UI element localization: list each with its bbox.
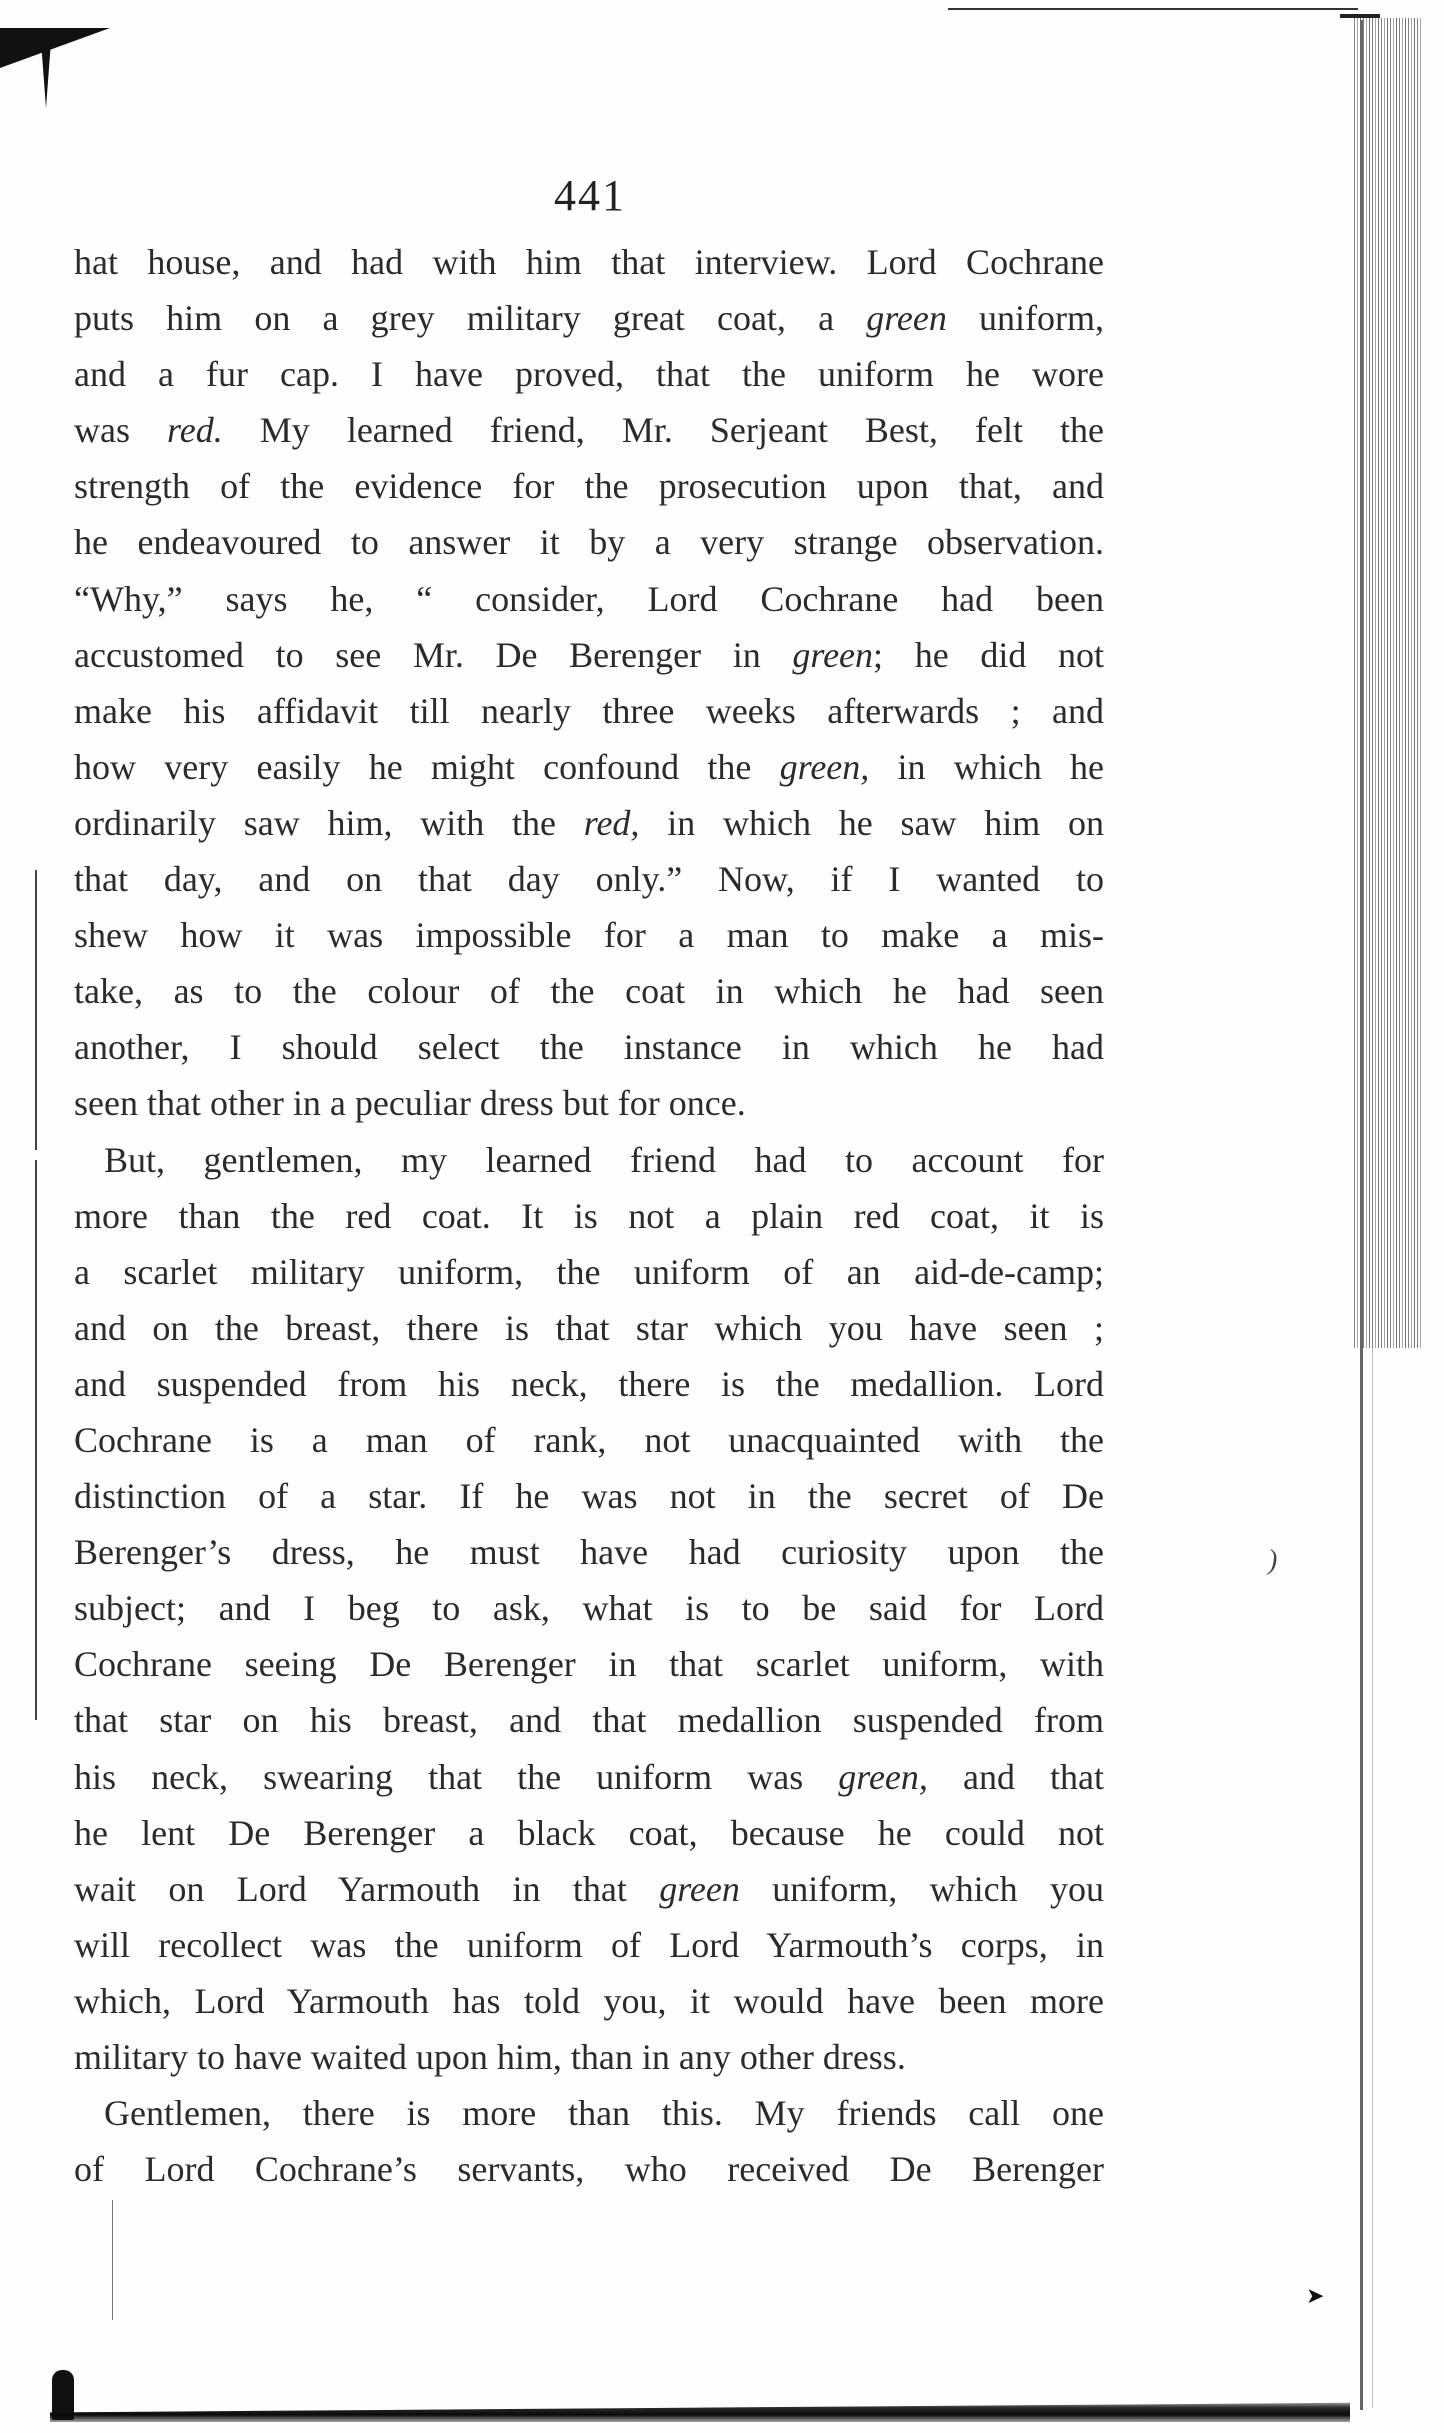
text-span: uniform, (946, 298, 1104, 339)
binding-edge-lower (1356, 1348, 1376, 2408)
text-span: in which he (869, 746, 1104, 787)
body-text (74, 234, 1104, 2197)
text-span: strength of the evidence for the prosecution upon that, and (74, 466, 1104, 507)
text-line (74, 2029, 1104, 2085)
text-line (74, 1524, 1104, 1580)
text-span: subject; and I beg to ask, what is to be said for Lord (74, 1588, 1104, 1629)
text-line (74, 1188, 1104, 1244)
text-span: “Why,” says he, “ consider, Lord Cochrane had been (74, 578, 1104, 619)
text-span: distinction of a star. If he was not in the secret of De (74, 1476, 1104, 1517)
text-line (74, 627, 1104, 683)
text-line (74, 571, 1104, 627)
text-line (74, 851, 1104, 907)
text-span: how very easily he might confound the (74, 746, 780, 787)
text-line (74, 1692, 1104, 1748)
text-span: ; he did not (873, 634, 1104, 675)
text-span: My learned friend, Mr. Serjeant Best, felt the (222, 410, 1104, 451)
corner-ink-mark (0, 28, 110, 68)
text-span: his neck, swearing that the uniform was (74, 1756, 839, 1797)
text-span: take, as to the colour of the coat in which he had seen (74, 971, 1104, 1012)
page-number: 441 (554, 171, 626, 220)
text-span: which, Lord Yarmouth has told you, it would have been more (74, 1980, 1104, 2021)
text-line (74, 1636, 1104, 1692)
italic-text: green, (779, 746, 870, 787)
italic-text: green, (838, 1756, 928, 1797)
text-line (74, 1861, 1104, 1917)
text-span: and suspended from his neck, there is the medallion. Lord (74, 1363, 1104, 1404)
text-line (74, 1580, 1104, 1636)
text-line (74, 1917, 1104, 1973)
text-line (74, 1356, 1104, 1412)
text-span: more than the red coat. It is not a plain red coat, it is (74, 1195, 1104, 1236)
margin-line-bottom (112, 2200, 113, 2320)
text-span: and on the breast, there is that star which you have seen ; (74, 1307, 1104, 1348)
text-line (74, 1132, 1104, 1188)
text-span: accustomed to see Mr. De Berenger in (74, 634, 793, 675)
text-line (74, 1749, 1104, 1805)
text-line (74, 1019, 1104, 1075)
text-line (74, 2141, 1104, 2197)
text-span: a scarlet military uniform, the uniform of an aid-de-camp; (74, 1251, 1104, 1292)
margin-line-upper (35, 870, 37, 1150)
text-span: seen that other in a peculiar dress but for once. (74, 1083, 746, 1124)
text-span: and that (927, 1756, 1105, 1797)
text-span: another, I should select the instance in which he had (74, 1027, 1104, 1068)
text-line (74, 1973, 1104, 2029)
binding-edge-line (1360, 20, 1363, 2410)
text-span: Gentlemen, there is more than this. My friends call one (104, 2093, 1104, 2134)
text-span: uniform, which you (739, 1868, 1104, 1909)
text-line (74, 1805, 1104, 1861)
text-span: that star on his breast, and that medallion suspended from (74, 1700, 1104, 1741)
italic-text: red. (167, 410, 223, 451)
text-line (74, 2085, 1104, 2141)
text-line (74, 907, 1104, 963)
text-span: hat house, and had with him that interview. Lord Cochrane (74, 242, 1104, 282)
text-line (74, 402, 1104, 458)
text-line (74, 1244, 1104, 1300)
text-line (74, 458, 1104, 514)
text-span: shew how it was impossible for a man to make a mis- (74, 915, 1104, 956)
text-line (74, 739, 1104, 795)
margin-ink-speck: ➤ (1306, 2283, 1325, 2308)
top-edge-rule (948, 8, 1358, 10)
text-span: wait on Lord Yarmouth in that (74, 1868, 660, 1909)
text-span: in which he saw him on (639, 802, 1104, 843)
italic-text: red, (583, 802, 640, 843)
corner-ink-tail (40, 28, 52, 108)
bottom-ink-smear (50, 2398, 1350, 2422)
text-line (74, 1300, 1104, 1356)
italic-text: green (659, 1868, 740, 1909)
text-span: was (74, 410, 168, 451)
text-line (74, 290, 1104, 346)
text-span: will recollect was the uniform of Lord Yarmouth’s corps, in (74, 1924, 1104, 1965)
text-line (74, 683, 1104, 739)
text-line (74, 1468, 1104, 1524)
text-span: he lent De Berenger a black coat, because he could not (74, 1812, 1104, 1853)
margin-paren-mark: ) (1268, 1545, 1278, 1576)
margin-line-lower (35, 1160, 37, 1720)
italic-text: green (866, 298, 947, 339)
text-span: of Lord Cochrane’s servants, who received De Berenger (74, 2149, 1104, 2190)
text-span: and a fur cap. I have proved, that the uniform he wore (74, 354, 1104, 395)
text-span: Cochrane is a man of rank, not unacquainted with the (74, 1419, 1104, 1460)
text-span: Cochrane seeing De Berenger in that scarlet uniform, with (74, 1644, 1104, 1685)
text-span: puts him on a grey military great coat, a (74, 298, 867, 339)
text-span: military to have waited upon him, than in any other dress. (74, 2037, 906, 2077)
text-line (74, 795, 1104, 851)
text-span: ordinarily saw him, with the (74, 802, 584, 843)
text-span: But, gentlemen, my learned friend had to account for (104, 1139, 1104, 1180)
text-line (74, 346, 1104, 402)
text-span: make his affidavit till nearly three weeks afterwards ; and (74, 690, 1104, 731)
text-line (74, 963, 1104, 1019)
text-span: he endeavoured to answer it by a very strange observation. (74, 522, 1104, 563)
text-line (74, 1412, 1104, 1468)
text-line (74, 234, 1104, 290)
text-line (74, 514, 1104, 570)
text-line (74, 1075, 1104, 1131)
text-span: that day, and on that day only.” Now, if I wanted to (74, 859, 1104, 900)
italic-text: green (792, 634, 874, 675)
text-span: Berenger’s dress, he must have had curiosity upon the (74, 1532, 1104, 1573)
